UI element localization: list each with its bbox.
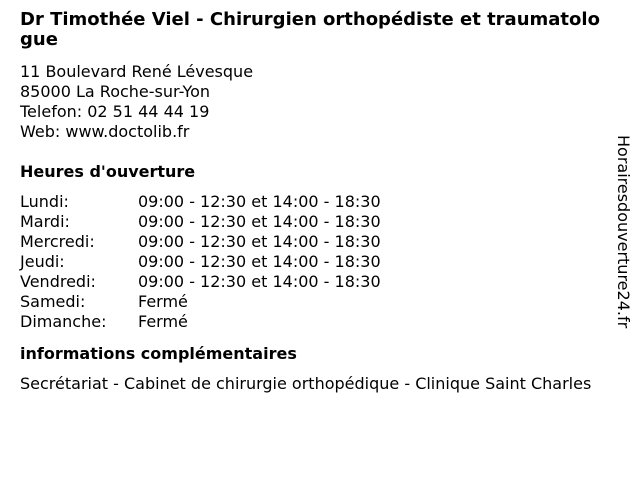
hours-row-wednesday: [20, 232, 608, 252]
contact-block: [20, 62, 608, 142]
day-label: Vendredi:: [20, 272, 96, 291]
hours-row-tuesday: [20, 212, 608, 232]
address-line-2: 85000 La Roche-sur-Yon: [20, 82, 211, 101]
hours-value: 09:00 - 12:30 et 14:00 - 18:30: [138, 232, 381, 251]
hours-value: 09:00 - 12:30 et 14:00 - 18:30: [138, 252, 381, 271]
business-title: Dr Timothée Viel - Chirurgien orthopédiste et traumatologue: [20, 9, 600, 50]
hours-value: Fermé: [138, 312, 188, 331]
additional-info-text: Secrétariat - Cabinet de chirurgie orthopédique - Clinique Saint Charles: [20, 374, 592, 393]
additional-info-heading: informations complémentaires: [20, 344, 297, 363]
day-label: Mercredi:: [20, 232, 95, 251]
day-label: Lundi:: [20, 192, 69, 211]
address-line-1: 11 Boulevard René Lévesque: [20, 62, 254, 81]
hours-row-friday: [20, 272, 608, 292]
day-label: Samedi:: [20, 292, 86, 311]
hours-value: Fermé: [138, 292, 188, 311]
day-label: Mardi:: [20, 212, 70, 231]
hours-value: 09:00 - 12:30 et 14:00 - 18:30: [138, 272, 381, 291]
opening-hours-list: [20, 192, 608, 332]
hours-row-thursday: [20, 252, 608, 272]
site-watermark-link[interactable]: Horairesdouverture24.fr: [614, 135, 633, 329]
hours-row-sunday: [20, 312, 608, 332]
day-label: Jeudi:: [20, 252, 65, 271]
hours-row-saturday: [20, 292, 608, 312]
business-card: [20, 10, 608, 394]
website-text: Web: www.doctolib.fr: [20, 122, 190, 141]
hours-value: 09:00 - 12:30 et 14:00 - 18:30: [138, 192, 381, 211]
hours-value: 09:00 - 12:30 et 14:00 - 18:30: [138, 212, 381, 231]
hours-heading: Heures d'ouverture: [20, 162, 196, 181]
hours-row-monday: [20, 192, 608, 212]
day-label: Dimanche:: [20, 312, 107, 331]
phone-text: Telefon: 02 51 44 44 19: [20, 102, 210, 121]
